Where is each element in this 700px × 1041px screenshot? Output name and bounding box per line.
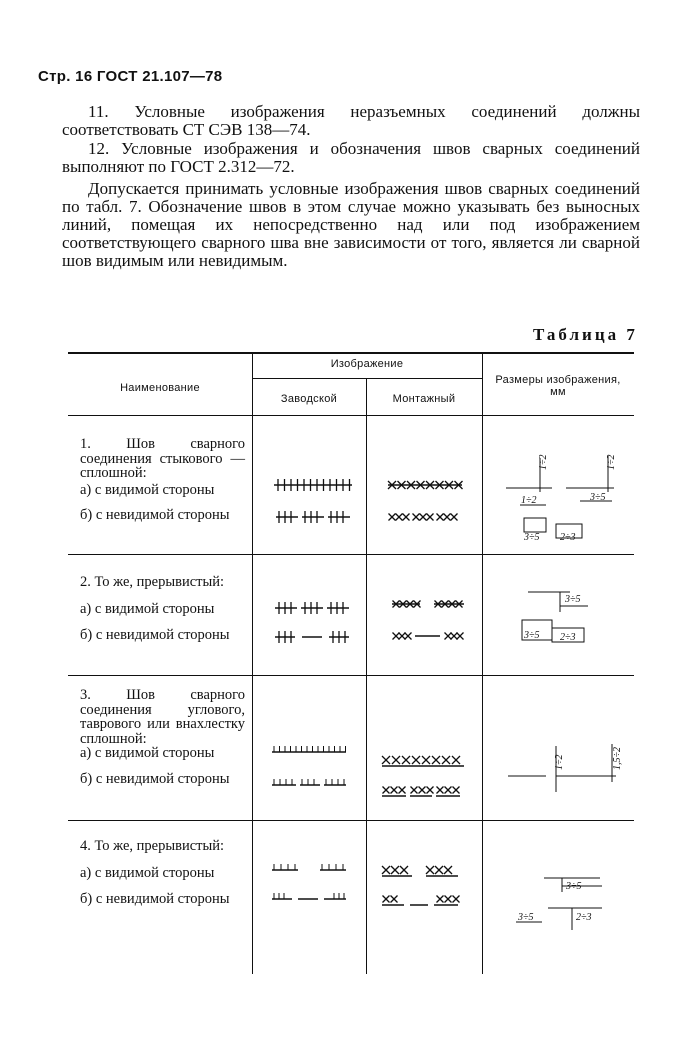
row-2-b: б) с невидимой стороны [80, 627, 230, 643]
row-3-b: б) с невидимой стороны [80, 770, 230, 787]
paragraph-11: 11. Условные изображения неразъемных соединений должны соответствовать СТ СЭВ 138—74. [62, 102, 640, 139]
row-4-factory-visible-symbol [272, 864, 346, 870]
row-2-dim-3-5: 3÷5 [565, 594, 581, 605]
row-2-mounting-hidden-symbol [393, 633, 464, 640]
row-1-factory-visible-symbol [274, 479, 352, 491]
row-1-dim-1-2-a: 1÷2 [521, 495, 537, 506]
row-2-dim-2-3: 2÷3 [560, 632, 576, 643]
header-factory: Заводской [280, 393, 338, 405]
row-4-factory-hidden-symbol [272, 893, 346, 899]
page-header: Стр. 16 ГОСТ 21.107—78 [38, 68, 223, 85]
row-3-a: а) с видимой стороны [80, 745, 215, 761]
row-1-dim-1-2-v2: 1÷2 [606, 454, 617, 470]
row-4-dim-3-5: 3÷5 [566, 881, 582, 892]
row-2-title: 2. То же, прерывистый: [80, 574, 225, 590]
row-3-factory-hidden-symbol [272, 779, 346, 785]
table-title: Таблица 7 [533, 325, 638, 344]
row-1-dim-3-5-b: 3÷5 [524, 532, 540, 543]
row-4-dim-3-5-b: 3÷5 [518, 912, 534, 923]
row-4-mounting-visible-symbol [382, 866, 458, 876]
row-4-a: а) с видимой стороны [80, 864, 215, 881]
row-4-title: 4. То же, прерывистый: [80, 838, 225, 854]
header-mounting: Монтажный [392, 393, 456, 405]
row-3-factory-visible-symbol [272, 746, 346, 752]
row-1-factory-hidden-symbol [276, 511, 350, 523]
row-4-b: б) с невидимой стороны [80, 891, 230, 907]
header-sizes: Размеры изображения, мм [495, 374, 621, 398]
row-3-dim-1-5-2: 1,5÷2 [612, 747, 623, 770]
row-1-dim-1-2-v: 1÷2 [538, 454, 549, 470]
header-image: Изображение [330, 358, 404, 370]
row-2-mounting-visible-symbol [392, 601, 464, 608]
row-4-mounting-hidden-symbol [382, 896, 460, 906]
row-1-mounting-visible-symbol [388, 481, 463, 489]
paragraph-note: Допускается принимать условные изображения швов сварных соединений по табл. 7. Обозначение швов в этом случае можно указывать без выносных линий, помещая их непосредственно над или под изображением соответствующего сварного шва вне зависимости от того, является ли сварной шов видимым или невидимым. [62, 179, 640, 270]
row-1-a: а) с видимой стороны [80, 481, 215, 498]
row-2-factory-hidden-symbol [275, 631, 349, 643]
row-1-dim-2-3: 2÷3 [560, 532, 576, 543]
paragraph-12: 12. Условные изображения и обозначения швов сварных соединений выполняют по ГОСТ 2.312—72. [62, 139, 640, 176]
row-3-dim-1-2: 1÷2 [554, 754, 565, 770]
row-1-b: б) с невидимой стороны [80, 507, 230, 523]
header-name: Наименование [120, 382, 200, 394]
row-1-title: 1. Шов сварного соединения стыкового — сплошной: [80, 436, 245, 481]
row-3-mounting-hidden-symbol [382, 787, 460, 797]
row-2-factory-visible-symbol [275, 602, 349, 614]
row-2-a: а) с видимой стороны [80, 600, 215, 617]
row-3-title: 3. Шов сварного соединения углового, таврового или внахлестку сплошной: [80, 687, 245, 747]
row-1-mounting-hidden-symbol [389, 514, 458, 521]
row-3-mounting-visible-symbol [382, 756, 464, 766]
row-4-dim-2-3: 2÷3 [576, 912, 592, 923]
row-1-dim-3-5: 3÷5 [590, 492, 606, 503]
row-2-dim-3-5-b: 3÷5 [524, 630, 540, 641]
